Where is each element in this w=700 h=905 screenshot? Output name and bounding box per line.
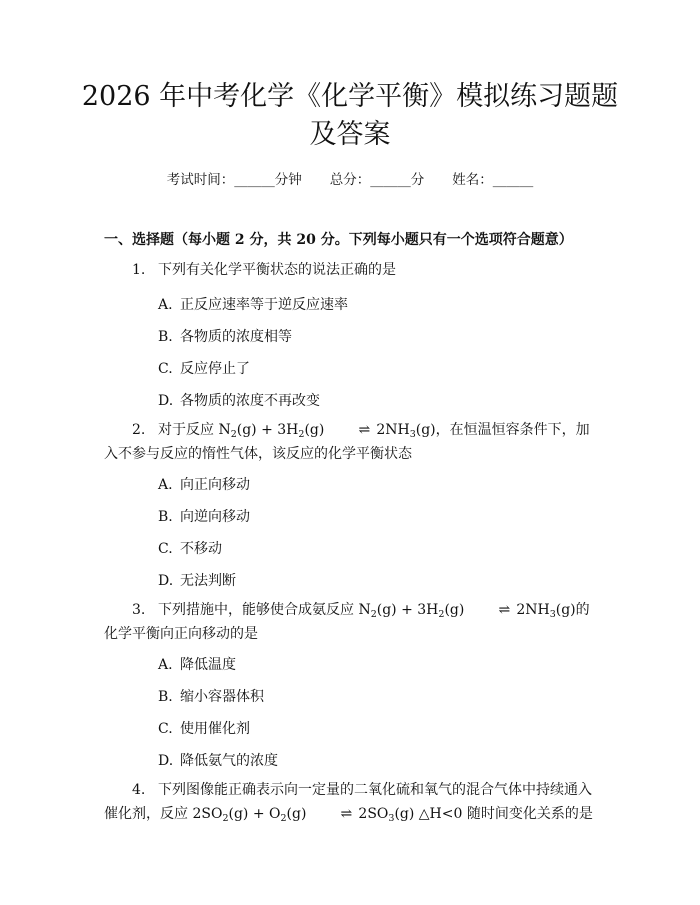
exam-meta xyxy=(0,168,700,188)
option-1b: B. 各物质的浓度相等 xyxy=(158,329,292,345)
exam-score: 总分：______分 xyxy=(329,172,425,188)
exam-name: 姓名：______ xyxy=(452,172,534,188)
question-stem: 下列有关化学平衡状态的说法正确的是 xyxy=(158,262,396,278)
option-1c: C. 反应停止了 xyxy=(158,361,250,377)
option-1a: A. 正反应速率等于逆反应速率 xyxy=(158,297,348,313)
question-4: 4. 下列图像能正确表示向一定量的二氧化硫和氧气的混合气体中持续通入催化剂，反应 $2SO_2(g) + O_2(g)$ ⇌ $2SO_3(g)$ △H<0 随时间变化关系的是 xyxy=(104,778,598,826)
question-number: 1. xyxy=(132,262,146,278)
question-number: 3. xyxy=(132,602,146,618)
option-2d: D. 无法判断 xyxy=(158,573,236,589)
question-1 xyxy=(104,258,598,282)
option-1d: D. 各物质的浓度不再改变 xyxy=(158,393,320,409)
page-title: 2026 年中考化学《化学平衡》模拟练习题题及答案 xyxy=(81,81,619,150)
question-3: 3. 下列措施中，能够使合成氨反应 $N_2(g) + 3H_2(g)$ ⇌ $2NH_3(g)$的化学平衡向正向移动的是 xyxy=(104,598,598,646)
question-number: 2. xyxy=(132,422,146,438)
section-heading: 一、选择题（每小题 2 分，共 20 分。下列每小题只有一个选项符合题意） xyxy=(104,232,573,248)
option-3c: C. 使用催化剂 xyxy=(158,721,250,737)
option-3a: A. 降低温度 xyxy=(158,657,236,673)
option-3d: D. 降低氨气的浓度 xyxy=(158,753,278,769)
question-2: 2. 对于反应 $N_2(g) + 3H_2(g)$ ⇌ $2NH_3(g)$，在恒温恒容条件下，加入不参与反应的惰性气体，该反应的化学平衡状态 xyxy=(104,418,598,466)
exam-time: 考试时间：______分钟 xyxy=(166,172,302,188)
option-2c: C. 不移动 xyxy=(158,541,222,557)
option-2b: B. 向逆向移动 xyxy=(158,509,250,525)
question-number: 4. xyxy=(132,782,146,798)
option-3b: B. 缩小容器体积 xyxy=(158,689,264,705)
option-2a: A. 向正向移动 xyxy=(158,477,250,493)
